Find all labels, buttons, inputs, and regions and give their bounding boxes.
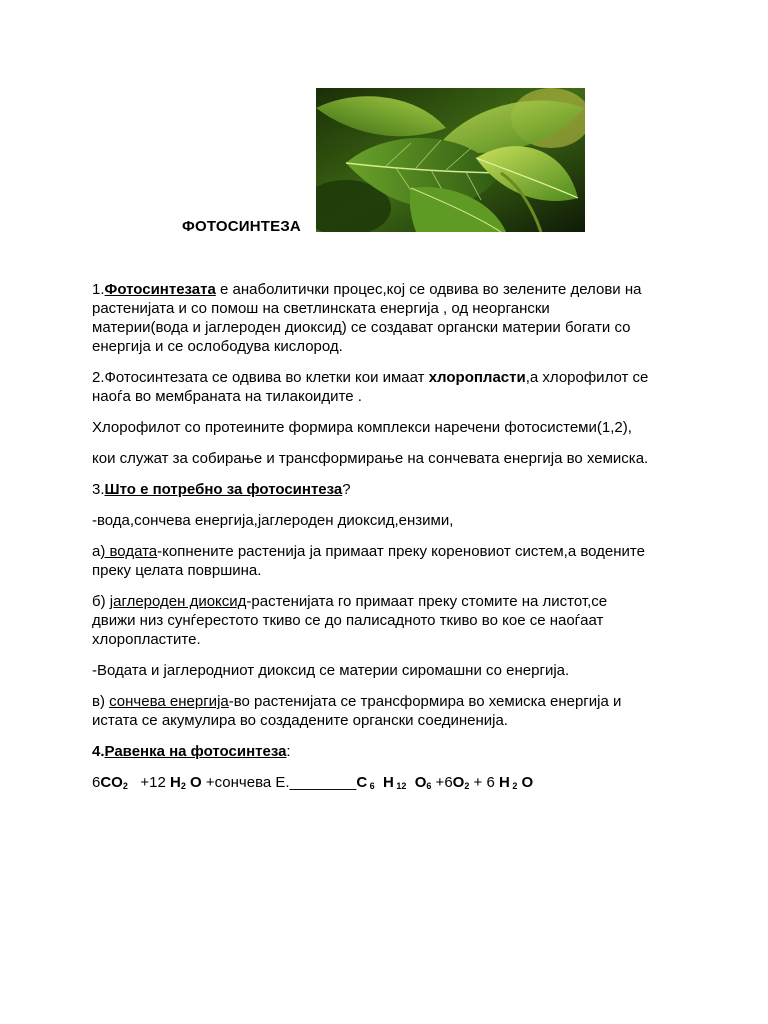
text-line: е анаболитички процес,кој се одвива во зелените делови на [215, 281, 642, 298]
term-photosynthesis: Фотосинтезата [104, 281, 216, 298]
list-marker: б) [92, 593, 110, 610]
text-line: хлоропластите. [92, 631, 201, 648]
equation-part: H [498, 774, 510, 791]
equation-part: H [374, 774, 394, 791]
equation-part: H [169, 774, 181, 791]
equation-part: CO [100, 774, 123, 791]
paragraph-number: 4. [92, 743, 105, 760]
text-line: -во растенијата се трансформира во хемиска енергија и [228, 693, 622, 710]
term-carbon-dioxide: јаглероден диоксид [109, 593, 247, 610]
punctuation: ? [342, 481, 351, 498]
text-line: растенијата и со помош на светлинската енергија , од неоргански [92, 300, 550, 317]
paragraph-7 [92, 542, 692, 580]
paragraph-10 [92, 692, 692, 730]
text-line: 2.Фотосинтезата се одвива во клетки кои имаат [92, 369, 429, 386]
paragraph-9: -Водата и јаглеродниот диоксид се материи сиромашни со енергија. [92, 662, 570, 679]
text-line: истата се акумулира во создадените органски соединенија. [92, 712, 508, 729]
equation-part: O [452, 774, 465, 791]
paragraph-1 [92, 280, 692, 356]
equation-part: +12 [127, 774, 170, 791]
equation-subscript: 2 [509, 781, 518, 791]
equation-subscript: 6 [426, 781, 432, 791]
equation-part: O [185, 774, 202, 791]
paragraph-4: кои служат за собирање и трансформирање на сончевата енергија во хемиска. [92, 450, 649, 467]
equation-part: O [406, 774, 427, 791]
text-line: наоѓа во мембраната на тилакоидите . [92, 388, 362, 405]
equation-subscript: 2 [464, 781, 470, 791]
text-line: енергија и се ослободува кислород. [92, 338, 343, 355]
equation-subscript: 12 [393, 781, 407, 791]
term-chloroplasts: хлоропласти [428, 369, 526, 386]
text-line: ,а хлорофилот се [525, 369, 649, 386]
section-heading: Равенка на фотосинтеза [104, 743, 287, 760]
paragraph-5 [92, 480, 692, 499]
list-marker: в) [92, 693, 110, 710]
page-title: ФОТОСИНТЕЗА [182, 218, 301, 235]
text-line: -копнените растенија ја примаат преку кореновиот систем,а водените [157, 543, 645, 560]
equation-part: + 6 [469, 774, 499, 791]
punctuation: : [286, 743, 291, 760]
text-line: преку целата површина. [92, 562, 262, 579]
list-marker: а [92, 543, 101, 560]
paragraph-6: -вода,сончева енергија,јаглероден диоксид,ензими, [92, 512, 454, 529]
equation-subscript: 2 [122, 781, 128, 791]
leaf-illustration [316, 88, 585, 232]
document-body [92, 280, 692, 804]
equation-arrow: ________ [289, 774, 357, 791]
equation-part: +сончева Е. [201, 774, 290, 791]
section-heading: Што е потребно за фотосинтеза [104, 481, 343, 498]
equation-subscript: 6 [367, 781, 375, 791]
leaf-photo [316, 88, 585, 232]
text-line: движи низ сунѓерестото ткиво се до палисадното ткиво во кое се наоѓаат [92, 612, 604, 629]
text-line: -растенијата го примаат преку стомите на листот,се [246, 593, 608, 610]
equation-part: O [517, 774, 534, 791]
paragraph-8 [92, 592, 692, 649]
term-water: ) водата [100, 543, 158, 560]
term-solar-energy: сончева енергија [109, 693, 229, 710]
paragraph-11 [92, 742, 692, 761]
text-line: материи(вода и јаглероден диоксид) се создават органски материи богати со [92, 319, 631, 336]
paragraph-3: Хлорофилот со протеините формира комплекси наречени фотосистеми(1,2), [92, 419, 632, 436]
equation-part: 6 [92, 774, 101, 791]
paragraph-2 [92, 368, 692, 406]
paragraph-number: 3. [92, 481, 105, 498]
paragraph-number: 1. [92, 281, 105, 298]
equation-subscript: 2 [180, 781, 186, 791]
equation-part: C [356, 774, 368, 791]
photosynthesis-equation [92, 773, 692, 792]
equation-part: +6 [431, 774, 453, 791]
